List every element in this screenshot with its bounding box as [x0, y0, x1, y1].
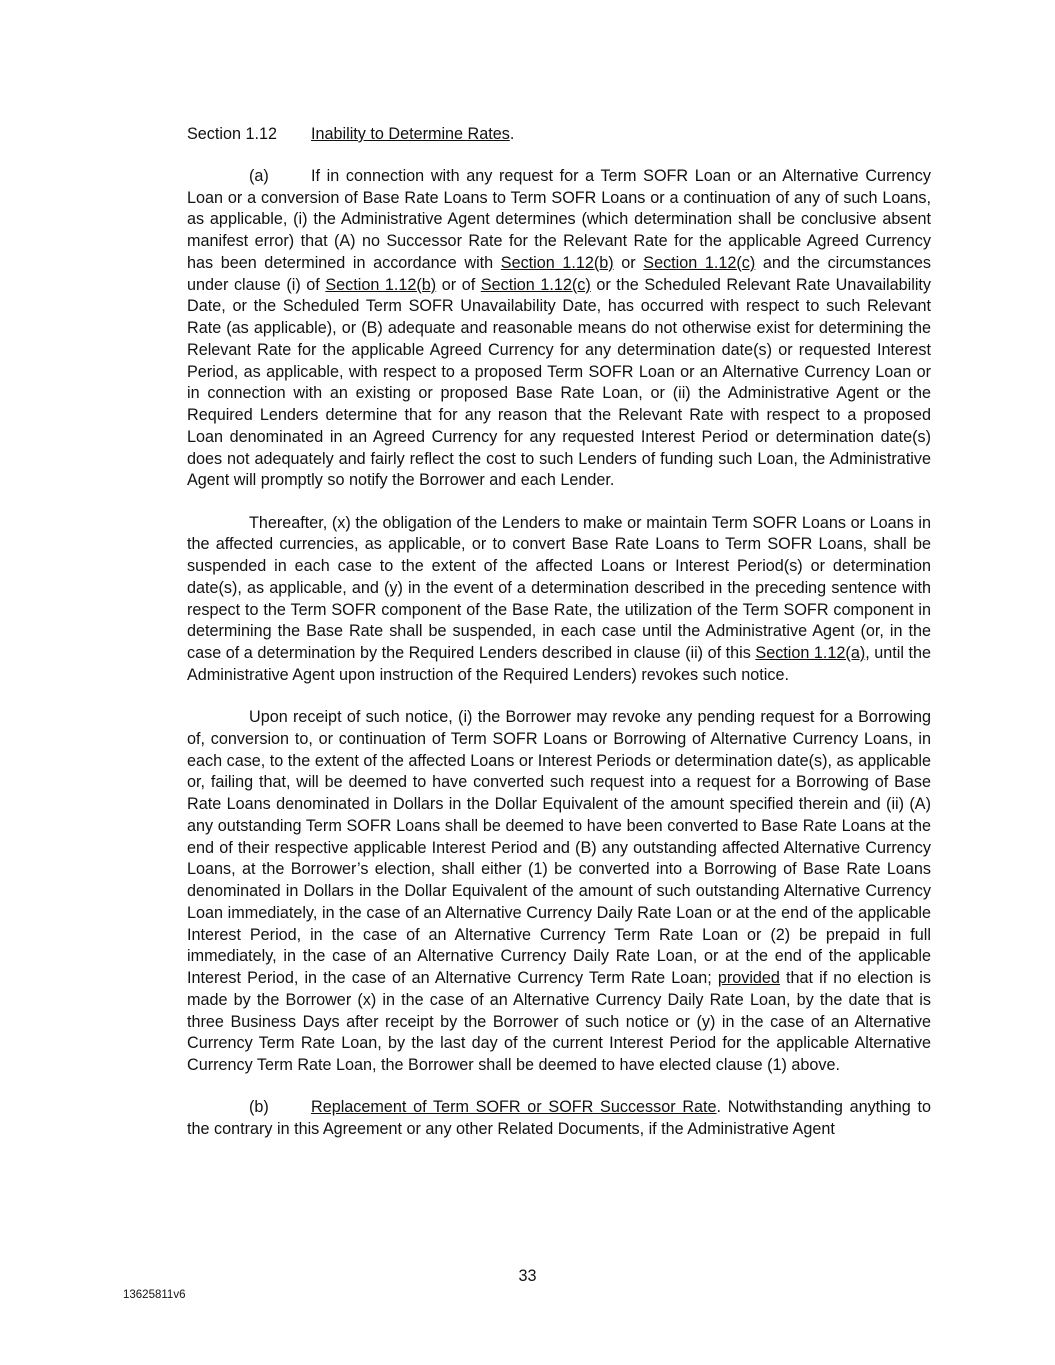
paragraph-a-text-2: or	[613, 253, 644, 272]
cross-reference: Section 1.12(a)	[755, 644, 866, 662]
paragraph-upon-text-2: that if no election is made by the Borrower (x) in the case of an Alternative Currency Daily Rate Loan, by the date that is three Business Days after receipt by the Borrower of such notice or (y) in the case of an Alternative Currency Term Rate Loan, by the last day of the current Interest Period for the applicable Alternative Currency Term Rate Loan, the Borrower shall be deemed to have elected clause (1) above.	[187, 969, 931, 1074]
cross-reference: Section 1.12(b)	[500, 253, 614, 272]
paragraph-a	[187, 166, 931, 492]
page-number: 33	[518, 1267, 537, 1285]
paragraph-b-label: (b)	[249, 1098, 269, 1117]
section-heading	[187, 124, 931, 146]
paragraph-b-heading: Replacement of Term SOFR or SOFR Successor Rate	[311, 1098, 717, 1117]
section-title-punct: .	[509, 125, 515, 143]
paragraph-a-text-3: and the circumstances under clause (i) of	[187, 253, 932, 294]
paragraph-a-text-5: or the Scheduled Relevant Rate Unavailability Date, or the Scheduled Term SOFR Unavailability Date, has occurred with respect to such Relevant Rate (as applicable), or (B) adequate and reasonable means do not otherwise exist for determining the Relevant Rate for the applicable Agreed Currency for any determination date(s) or requested Interest Period, as applicable, with respect to a proposed Term SOFR Loan or an Alternative Currency Loan or in connection with an existing or proposed Base Rate Loan, or (ii) the Administrative Agent or the Required Lenders determine that for any reason that the Relevant Rate with respect to a proposed Loan denominated in an Agreed Currency for any requested Interest Period or determination date(s) does not adequately and fairly reflect the cost to such Lenders of funding such Loan, the Administrative Agent will promptly so notify the Borrower and each Lender.	[187, 275, 932, 490]
paragraph-thereafter-text-2: , until the Administrative Agent upon instruction of the Required Lenders) revokes such notice.	[187, 644, 931, 684]
paragraph-upon-receipt	[187, 707, 931, 1077]
cross-reference: Section 1.12(c)	[480, 275, 591, 294]
paragraph-upon-text-1: Upon receipt of such notice, (i) the Borrower may revoke any pending request for a Borrowing of, conversion to, or continuation of Term SOFR Loans or Borrowing of Alternative Currency Loans, in each case, to the extent of the affected Loans or Interest Periods or determination date(s), as applicable or, failing that, will be deemed to have converted such request into a request for a Borrowing of Base Rate Loans denominated in Dollars in the Dollar Equivalent of the amount specified therein and (ii) (A) any outstanding Term SOFR Loans shall be deemed to have been converted to Base Rate Loans at the end of their respective applicable Interest Period and (B) any outstanding affected Alternative Currency Loans, at the Borrower’s election, shall either (1) be converted into a Borrowing of Base Rate Loans denominated in Dollars in the Dollar Equivalent of the amount of such outstanding Alternative Currency Loan immediately, in the case of an Alternative Currency Daily Rate Loan or at the end of the applicable Interest Period, in the case of an Alternative Currency Term Rate Loan or (2) be prepaid in full immediately, in the case of an Alternative Currency Daily Rate Loan, or at the end of the applicable Interest Period, in the case of an Alternative Currency Term Rate Loan;	[187, 708, 931, 987]
paragraph-a-text-4: or of	[436, 275, 481, 294]
section-title: Inability to Determine Rates	[311, 125, 510, 143]
paragraph-a-text-1: If in connection with any request for a Term SOFR Loan or an Alternative Currency Loan or a conversion of Base Rate Loans to Term SOFR Loans or a continuation of any of such Loans, as applicable, (i) the Administrative Agent determines (which determination shall be conclusive absent manifest error) that (A) no Successor Rate for the Relevant Rate for the applicable Agreed Currency has been determined in accordance with	[187, 166, 931, 272]
provided-term: provided	[717, 969, 780, 987]
paragraph-thereafter	[187, 513, 931, 687]
cross-reference: Section 1.12(b)	[325, 275, 437, 294]
cross-reference: Section 1.12(c)	[643, 253, 756, 272]
paragraph-thereafter-text-1: Thereafter, (x) the obligation of the Lenders to make or maintain Term SOFR Loans or Loans in the affected currencies, as applicable, or to convert Base Rate Loans to Term SOFR Loans, shall be suspended in each case to the extent of the affected Loans or Interest Period(s) or determination date(s), as applicable, and (y) in the event of a determination described in the preceding sentence with respect to the Term SOFR component of the Base Rate, the utilization of the Term SOFR component in determining the Base Rate shall be suspended, in each case until the Administrative Agent (or, in the case of a determination by the Required Lenders described in clause (ii) of this	[187, 513, 931, 662]
document-id: 13625811v6	[123, 1289, 186, 1301]
paragraph-b	[187, 1097, 931, 1141]
section-number: Section 1.12	[187, 125, 277, 143]
paragraph-a-label: (a)	[249, 166, 269, 185]
document-body	[187, 124, 931, 1161]
paragraph-b-text-1: . Notwithstanding anything to the contrary in this Agreement or any other Related Documents, if the Administrative Agent	[187, 1098, 931, 1138]
